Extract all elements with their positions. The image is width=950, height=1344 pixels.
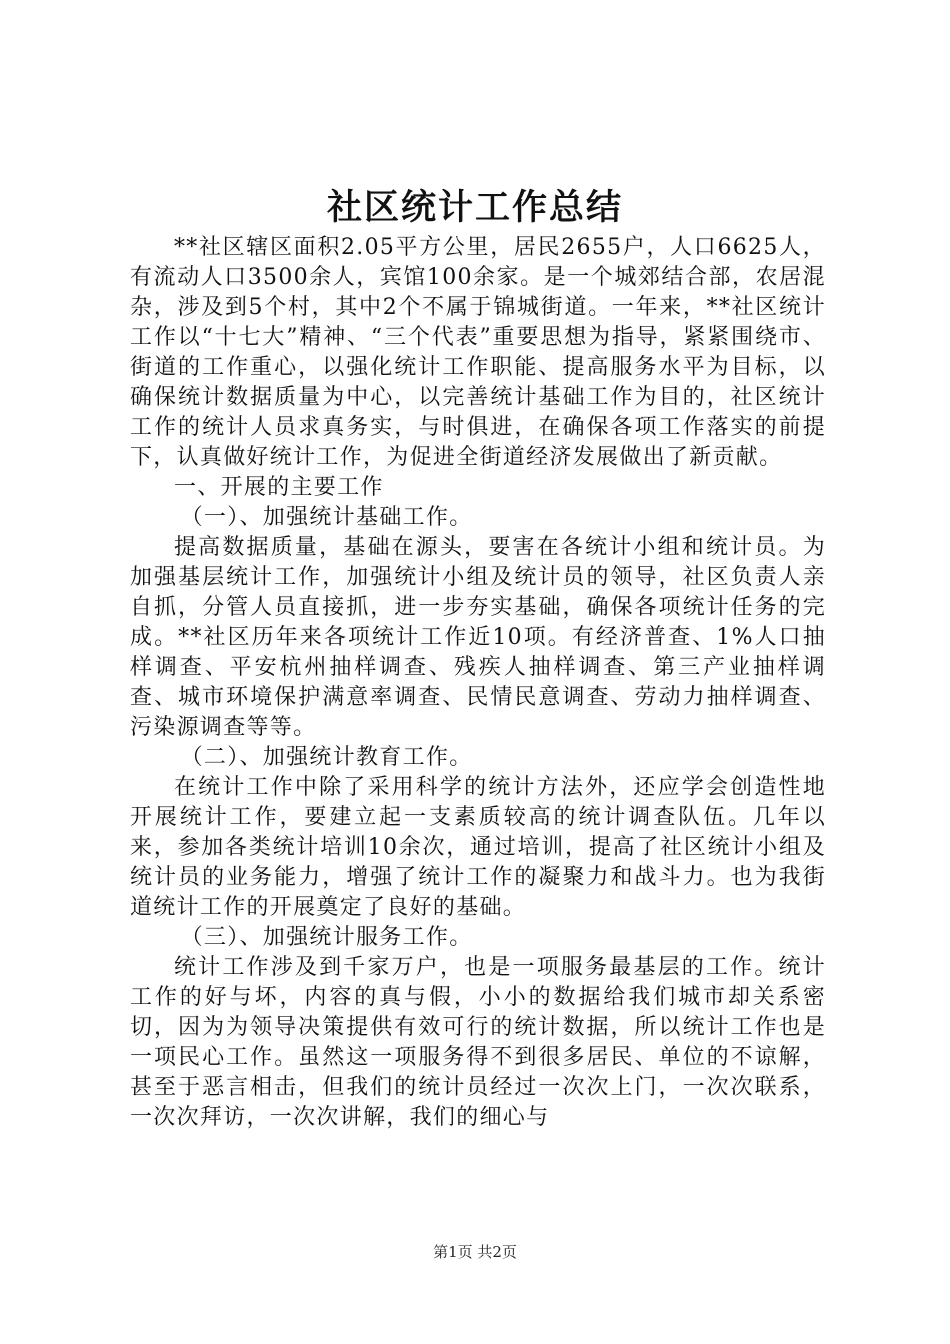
document-title: 社区统计工作总结: [326, 187, 623, 228]
subheading-3: （三）、加强统计服务工作。: [180, 925, 473, 950]
subheading-1: （一）、加强统计基础工作。: [180, 505, 473, 530]
page-number-footer: 第1页 共2页: [433, 1243, 517, 1261]
intro-paragraph: **社区辖区面积2.05平方公里，居民2655户，人口6625人，有流动人口3500余人，宾馆100余家。是一个城郊结合部，农居混杂，涉及到5个村，其中2个不属于锦城街道。一年来，**社区统计工作以“十七大”精神、“三个代表”重要思想为指导，紧紧围绕市、街道的工作重心，以强化统计工作职能、提高服务水平为目标，以确保统计数据质量为中心，以完善统计基础工作为目的，社区统计工作的统计人员求真务实，与时俱进，在确保各项工作落实的前提下，认真做好统计工作，为促进全街道经济发展做出了新贡献。: [130, 235, 826, 470]
section-heading: 一、开展的主要工作: [174, 475, 384, 500]
paragraph-basic-work: 提高数据质量，基础在源头，要害在各统计小组和统计员。为加强基层统计工作，加强统计小组及统计员的领导，社区负责人亲自抓，分管人员直接抓，进一步夯实基础，确保各项统计任务的完成。**社区历年来各项统计工作近10项。有经济普查、1%人口抽样调查、平安杭州抽样调查、残疾人抽样调查、第三产业抽样调查、城市环境保护满意率调查、民情民意调查、劳动力抽样调查、污染源调查等等。: [130, 535, 826, 740]
paragraph-education: 在统计工作中除了采用科学的统计方法外，还应学会创造性地开展统计工作，要建立起一支素质较高的统计调查队伍。几年以来，参加各类统计培训10余次，通过培训，提高了社区统计小组及统计员的业务能力，增强了统计工作的凝聚力和战斗力。也为我街道统计工作的开展奠定了良好的基础。: [130, 775, 826, 920]
subheading-2: （二）、加强统计教育工作。: [180, 745, 473, 770]
paragraph-service: 统计工作涉及到千家万户，也是一项服务最基层的工作。统计工作的好与坏，内容的真与假，小小的数据给我们城市却关系密切，因为为领导决策提供有效可行的统计数据，所以统计工作也是一项民心工作。虽然这一项服务得不到很多居民、单位的不谅解，甚至于恶言相击，但我们的统计员经过一次次上门，一次次联系，一次次拜访，一次次讲解，我们的细心与: [130, 955, 826, 1130]
document-body: [130, 233, 826, 1133]
